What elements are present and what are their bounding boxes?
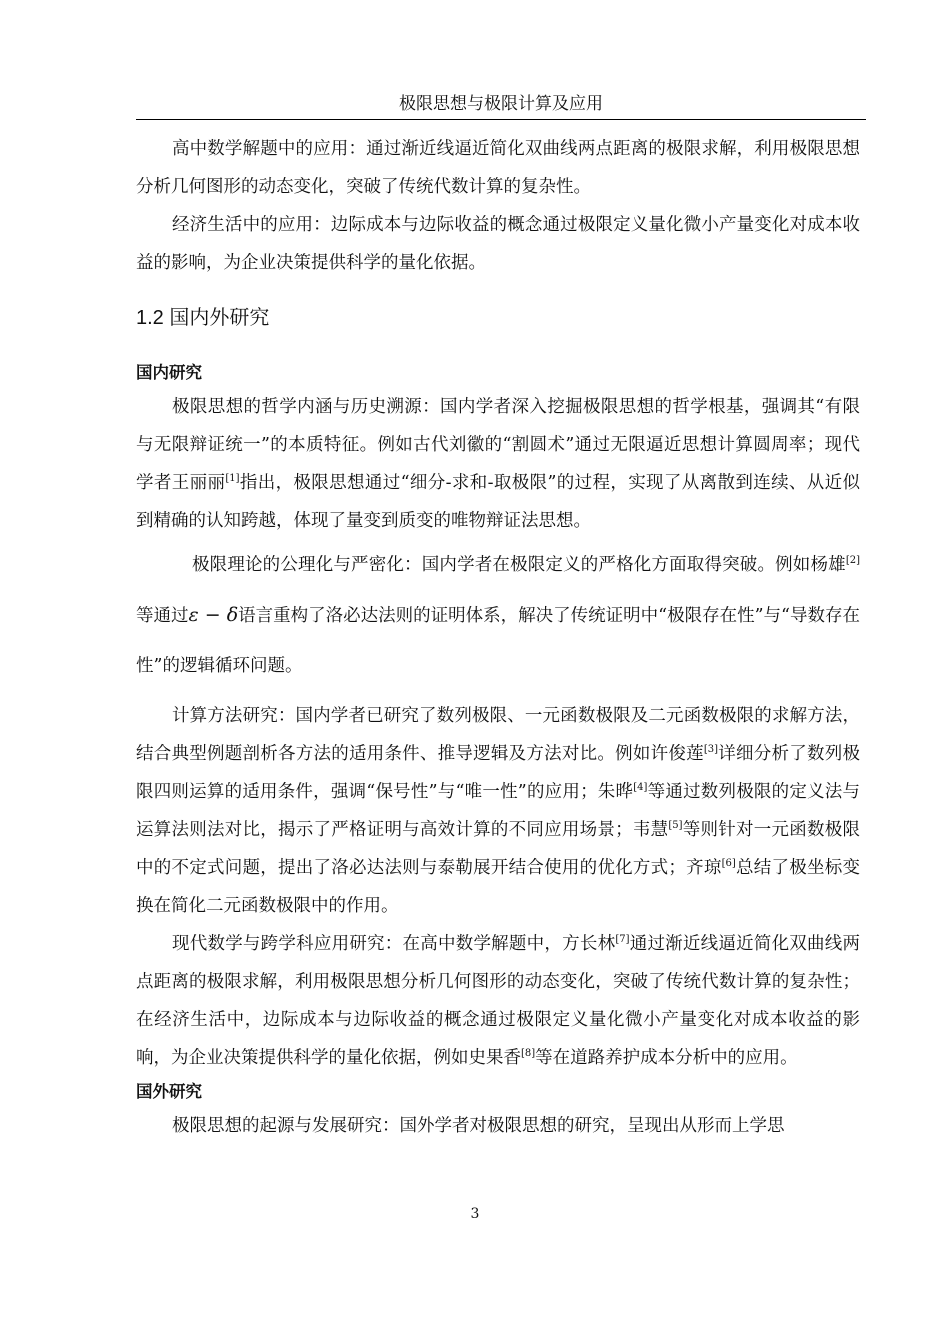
paragraph-axiomatization-text-c: 语言重构了洛必达法则的证明体系，解决了传统证明中“极限存在性”与“导数存在性”的逻辑循环问题。 [136, 606, 861, 676]
page-number: 3 [470, 1206, 480, 1222]
citation-8: [8] [521, 1048, 536, 1059]
paragraph-modern-text-b: 通过渐近线逼近简化双曲线两点距离的极限求解，利用极限思想分析几何图形的动态变化，突破了传统代数计算的复杂性；在经济生活中，边际成本与边际收益的概念通过极限定义量化微小产量变化对成本收益的影响，为企业决策提供科学的量化依据，例如史果香 [136, 934, 861, 1068]
paragraph-computation-text-b: 详细分析了数列极限四则运算的适用条件，强调“保号性”与“唯一性”的应用；朱晔 [136, 744, 861, 802]
paragraph-modern-applications [136, 925, 860, 1077]
subheading-domestic-research: 国内研究 [136, 363, 202, 382]
paragraph-computation-methods [136, 697, 860, 925]
paragraph-axiomatization-text-b: 等通过 [136, 606, 189, 626]
page-content [136, 130, 860, 1145]
paragraph-computation-text-e: 总结了极坐标变换在简化二元函数极限中的作用。 [136, 858, 861, 916]
section-title: 1.2 国内外研究 [136, 307, 270, 329]
citation-4: [4] [633, 782, 648, 793]
subheading-foreign-research: 国外研究 [136, 1082, 202, 1101]
paragraph-axiomatization [136, 540, 860, 691]
citation-7: [7] [615, 934, 630, 945]
paragraph-computation-text-c: 等通过数列极限的定义法与运算法则法对比，揭示了严格证明与高效计算的不同应用场景；韦慧 [136, 782, 861, 840]
paragraph-philosophy-text-a: 极限思想的哲学内涵与历史溯源：国内学者深入挖掘极限思想的哲学根基，强调其“有限与无限辩证统一”的本质特征。例如古代刘徽的“割圆术”通过无限逼近思想计算圆周率；现代学者王丽丽 [136, 397, 860, 493]
epsilon-delta-formula: ε − δ [188, 604, 239, 626]
citation-6: [6] [721, 858, 736, 869]
intro-paragraph-math-application: 高中数学解题中的应用：通过渐近线逼近简化双曲线两点距离的极限求解，利用极限思想分析几何图形的动态变化，突破了传统代数计算的复杂性。 [136, 139, 860, 197]
citation-5: [5] [668, 820, 683, 831]
paragraph-foreign-origins: 极限思想的起源与发展研究：国外学者对极限思想的研究，呈现出从形而上学思 [172, 1116, 785, 1136]
citation-3: [3] [703, 744, 719, 755]
citation-2: [2] [845, 555, 860, 566]
paragraph-philosophy [136, 388, 860, 540]
running-header: 极限思想与极限计算及应用 [399, 94, 603, 114]
intro-paragraph-economic-application: 经济生活中的应用：边际成本与边际收益的概念通过极限定义量化微小产量变化对成本收益的影响，为企业决策提供科学的量化依据。 [136, 215, 860, 273]
paragraph-computation-text-d: 等则针对一元函数极限中的不定式问题，提出了洛必达法则与泰勒展开结合使用的优化方式；齐琼 [136, 820, 861, 878]
paragraph-modern-text-a: 现代数学与跨学科应用研究：在高中数学解题中，方长林 [172, 934, 616, 954]
citation-1: [1] [225, 473, 240, 484]
paragraph-philosophy-text-b: 指出，极限思想通过“细分-求和-取极限”的过程，实现了从离散到连续、从近似到精确的认知跨越，体现了量变到质变的唯物辩证法思想。 [136, 473, 861, 531]
paragraph-modern-text-c: 等在道路养护成本分析中的应用。 [535, 1048, 798, 1068]
paragraph-axiomatization-text-a: 极限理论的公理化与严密化：国内学者在极限定义的严格化方面取得突破。例如杨雄 [192, 555, 846, 575]
paragraph-computation-text-a: 计算方法研究：国内学者已研究了数列极限、一元函数极限及二元函数极限的求解方法，结合典型例题剖析各方法的适用条件、推导逻辑及方法对比。例如许俊莲 [136, 706, 860, 764]
header-rule [136, 119, 866, 120]
